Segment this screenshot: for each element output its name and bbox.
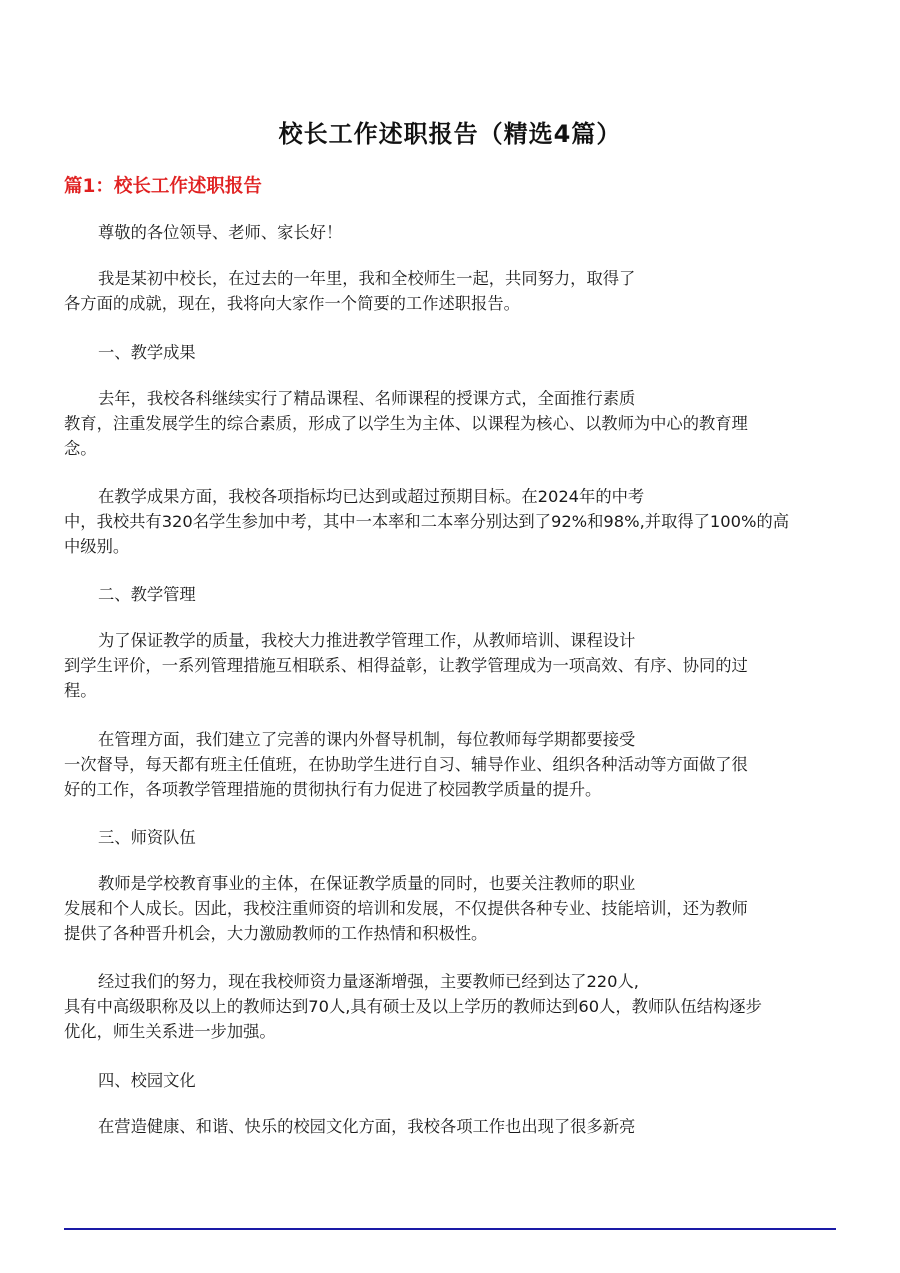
paragraph (64, 727, 836, 802)
paragraph-line: 在管理方面，我们建立了完善的课内外督导机制，每位教师每学期都要接受 (98, 730, 636, 749)
paragraph-line: 教育，注重发展学生的综合素质，形成了以学生为主体、以课程为核心、以教师为中心的教育理 (64, 414, 748, 433)
paragraph (64, 969, 836, 1044)
subheading-teaching-results: 一、教学成果 (98, 343, 196, 362)
paragraph-line: 优化，师生关系进一步加强。 (64, 1022, 276, 1041)
subheading-teaching-staff: 三、师资队伍 (98, 828, 196, 847)
paragraph-line: 具有中高级职称及以上的教师达到70人,具有硕士及以上学历的教师达到60人，教师队伍结构逐步 (64, 997, 762, 1016)
paragraph-line: 在教学成果方面，我校各项指标均已达到或超过预期目标。在2024年的中考 (98, 487, 645, 506)
section-heading: 篇1：校长工作述职报告 (64, 176, 262, 197)
paragraph-line: 尊敬的各位领导、老师、家长好！ (98, 223, 343, 242)
paragraph (64, 628, 836, 703)
paragraph-line: 好的工作，各项教学管理措施的贯彻执行有力促进了校园教学质量的提升。 (64, 780, 602, 799)
paragraph (64, 386, 836, 461)
paragraph-line: 念。 (64, 439, 97, 458)
document-title: 校长工作述职报告（精选4篇） (278, 120, 622, 148)
intro-paragraph (64, 266, 836, 316)
paragraph-line: 去年，我校各科继续实行了精品课程、名师课程的授课方式，全面推行素质 (98, 389, 636, 408)
paragraph-line: 中级别。 (64, 537, 130, 556)
footer-divider (64, 1228, 836, 1230)
paragraph-line: 各方面的成就，现在，我将向大家作一个简要的工作述职报告。 (64, 294, 520, 313)
paragraph-line: 为了保证教学的质量，我校大力推进教学管理工作，从教师培训、课程设计 (98, 631, 636, 650)
paragraph-line: 发展和个人成长。因此，我校注重师资的培训和发展，不仅提供各种专业、技能培训，还为教师 (64, 899, 748, 918)
paragraph-line: 我是某初中校长，在过去的一年里，我和全校师生一起，共同努力，取得了 (98, 269, 636, 288)
paragraph-line: 教师是学校教育事业的主体，在保证教学质量的同时，也要关注教师的职业 (98, 874, 636, 893)
subheading-campus-culture: 四、校园文化 (98, 1071, 196, 1090)
greeting-paragraph (64, 220, 836, 245)
paragraph-line: 经过我们的努力，现在我校师资力量逐渐增强，主要教师已经到达了220人, (98, 972, 639, 991)
paragraph-line: 中，我校共有320名学生参加中考，其中一本率和二本率分别达到了92%和98%,并取得了100%的高 (64, 512, 790, 531)
paragraph (64, 871, 836, 946)
subheading-teaching-management: 二、教学管理 (98, 585, 196, 604)
paragraph (64, 1114, 836, 1139)
paragraph-line: 提供了各种晋升机会，大力激励教师的工作热情和积极性。 (64, 924, 488, 943)
paragraph-line: 在营造健康、和谐、快乐的校园文化方面，我校各项工作也出现了很多新亮 (98, 1117, 636, 1136)
paragraph-line: 一次督导，每天都有班主任值班，在协助学生进行自习、辅导作业、组织各种活动等方面做了很 (64, 755, 748, 774)
paragraph-line: 到学生评价，一系列管理措施互相联系、相得益彰，让教学管理成为一项高效、有序、协同的过 (64, 656, 748, 675)
paragraph-line: 程。 (64, 681, 97, 700)
paragraph (64, 484, 836, 559)
